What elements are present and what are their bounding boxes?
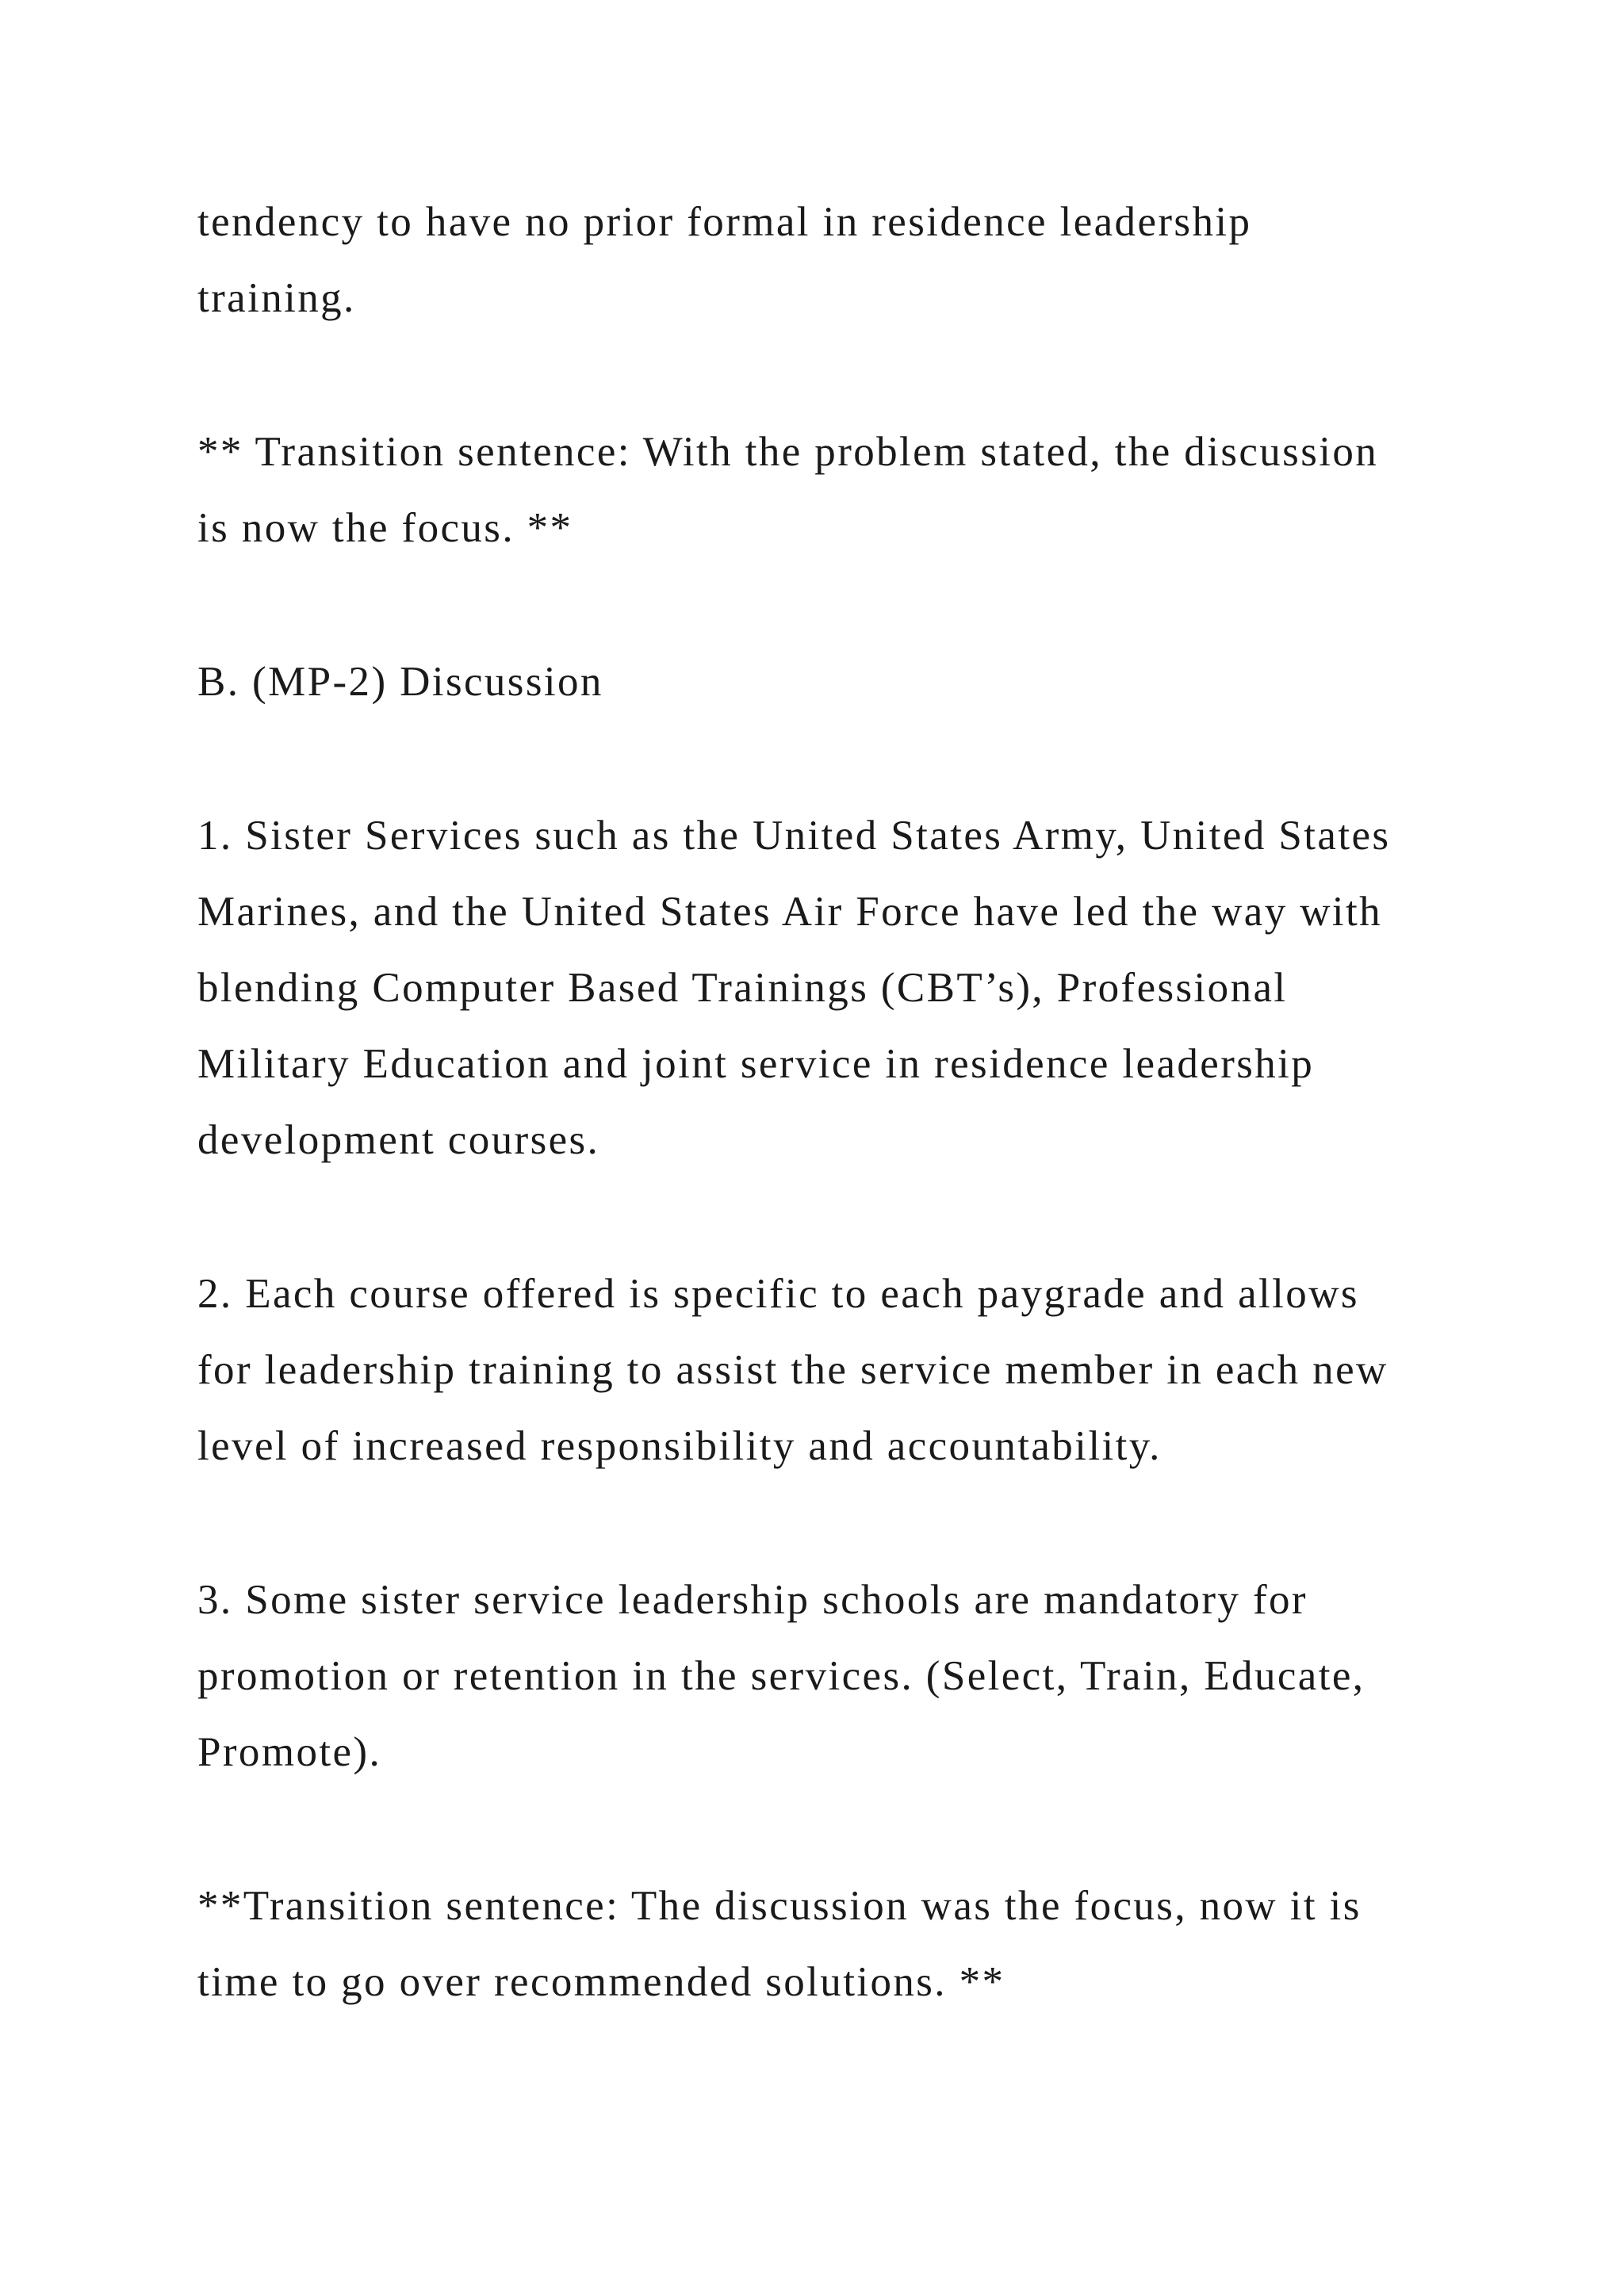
text-line: 1. Sister Services such as the United States Army, United States [197,813,1391,859]
text-line: tendency to have no prior formal in residence leadership [197,199,1252,245]
text-line: 3. Some sister service leadership schools are mandatory for [197,1577,1308,1623]
text-line: blending Computer Based Trainings (CBT’s), Professional [197,965,1288,1011]
transition-sentence: **Transition sentence: The discussion was the focus, now it is [197,1883,1362,1929]
text-line: Marines, and the United States Air Force have led the way with [197,889,1383,935]
text-line: for leadership training to assist the service member in each new [197,1347,1388,1393]
text-line: Promote). [197,1729,382,1775]
text-line: development courses. [197,1117,600,1163]
transition-sentence: ** Transition sentence: With the problem stated, the discussion [197,429,1379,475]
text-line: level of increased responsibility and accountability. [197,1423,1162,1469]
transition-sentence: time to go over recommended solutions. ** [197,1959,1005,2005]
text-line: Military Education and joint service in residence leadership [197,1041,1315,1087]
text-line: 2. Each course offered is specific to each paygrade and allows [197,1271,1359,1317]
section-heading: B. (MP-2) Discussion [197,659,603,705]
transition-sentence: is now the focus. ** [197,505,573,551]
text-line: training. [197,275,356,321]
text-line: promotion or retention in the services. (Select, Train, Educate, [197,1653,1365,1699]
